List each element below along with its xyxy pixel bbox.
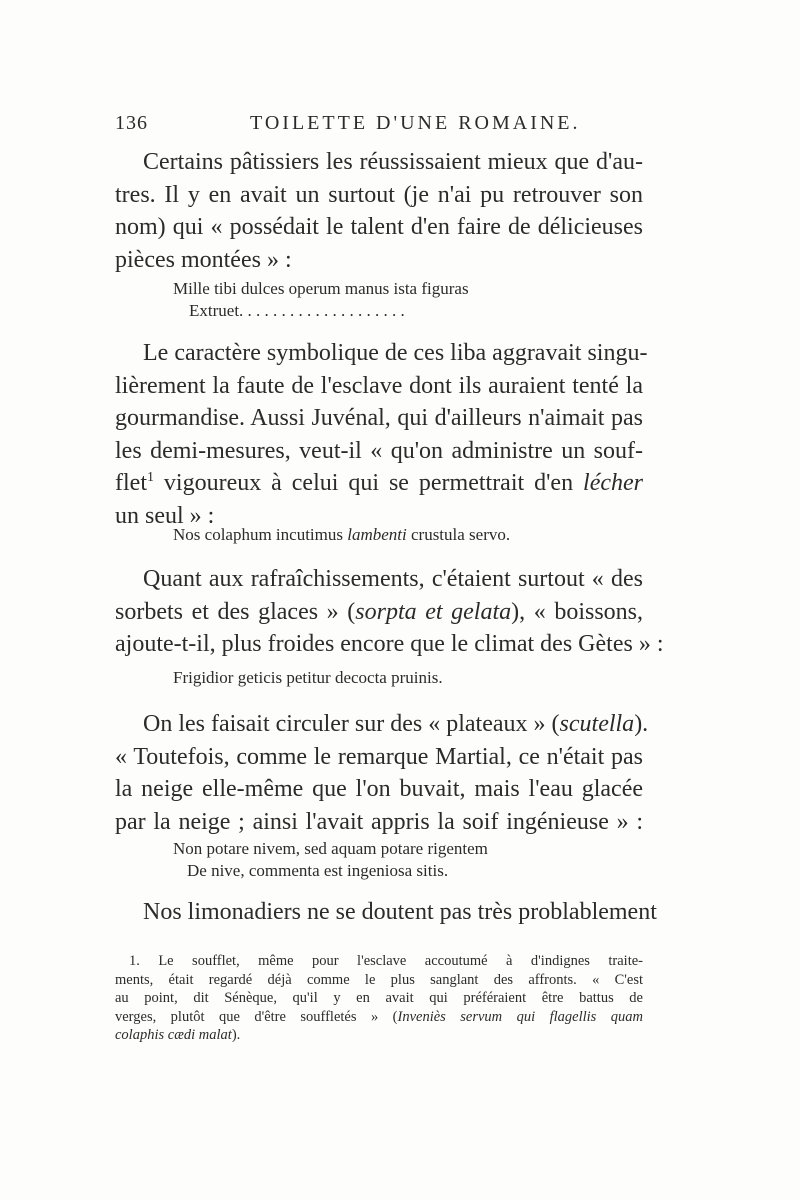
paragraph-caractere-symbolique <box>115 337 648 532</box>
italic-word: lécher <box>583 470 643 496</box>
text-line: Certains pâtissiers les réussissaient mieux que d'au- <box>143 149 643 175</box>
text-line: un seul » : <box>115 502 215 529</box>
text-line: tres. Il y en avait un surtout (je n'ai pu retrouver son <box>115 181 643 208</box>
text-line: « Toutefois, comme le remarque Martial, ce n'était pas <box>115 743 643 770</box>
page-header <box>115 112 645 142</box>
text-line: Le caractère symbolique de ces liba aggravait singu- <box>143 340 648 366</box>
text-line: Quant aux rafraîchissements, c'étaient surtout « des <box>143 566 643 592</box>
text-line: lièrement la faute de l'esclave dont ils auraient tenté la <box>115 372 643 399</box>
italic-phrase: Inveniès servum qui flagellis quam <box>397 1008 643 1025</box>
paragraph-plateaux <box>115 708 649 838</box>
text-line: par la neige ; ainsi l'avait appris la soif ingénieuse » : <box>115 808 643 835</box>
footnote-line <box>115 1008 643 1027</box>
text-line: nom) qui « possédait le talent d'en faire de délicieuses <box>115 214 643 240</box>
footnote-line: 1. Le soufflet, même pour l'esclave accoutumé à d'indignes traite- <box>129 953 643 969</box>
verse-quote-martial-2 <box>173 838 488 882</box>
text-line <box>115 467 643 500</box>
text-fragment: ), « boissons, <box>511 598 644 625</box>
text-fragment: vigoureux à celui qui se permettrait d'en <box>153 470 584 496</box>
paragraph-patissiers <box>115 146 643 276</box>
footnote-line <box>115 1026 643 1045</box>
italic-phrase: sorpta et gelata <box>355 598 512 625</box>
verse-quote-martial-1 <box>173 278 469 322</box>
text-line <box>115 596 643 629</box>
text-line: les demi-mesures, veut-il « qu'on administre un souf- <box>115 437 643 464</box>
verse-line <box>173 524 510 546</box>
verse-line: Mille tibi dulces operum manus ista figuras <box>173 279 469 298</box>
footnote-line: au point, dit Sénèque, qu'il y en avait qui préféraient être battus de <box>115 990 643 1006</box>
text-fragment: flet <box>115 470 147 496</box>
verse-quote-frigidior <box>173 667 443 689</box>
text-line <box>115 708 649 741</box>
text-line: Nos limonadiers ne se doutent pas très problablement <box>143 899 657 925</box>
italic-word: lambenti <box>347 525 407 544</box>
text-line: pièces montées » : <box>115 246 292 273</box>
italic-phrase: colaphis cædi malat <box>115 1027 232 1043</box>
page-number: 136 <box>115 112 148 134</box>
italic-word: scutella <box>559 711 635 737</box>
text-fragment: ). <box>231 1027 241 1043</box>
text-line: la neige elle-même que l'on buvait, mais l'eau glacée <box>115 776 643 802</box>
footnote-1 <box>115 952 643 1045</box>
text-fragment: Nos colaphum incutimus <box>173 525 348 544</box>
text-line: gourmandise. Aussi Juvénal, qui d'ailleurs n'aimait pas <box>115 405 643 431</box>
verse-line: Non potare nivem, sed aquam potare rigentem <box>173 839 488 858</box>
text-line: ajoute-t-il, plus froides encore que le climat des Gètes » : <box>115 631 664 657</box>
verse-line: De nive, commenta est ingeniosa sitis. <box>187 861 449 880</box>
text-fragment: verges, plutôt que d'être souffletés » ( <box>115 1008 398 1025</box>
footnote-line: ments, était regardé déjà comme le plus sanglant des affronts. « C'est <box>115 971 643 988</box>
footnote-reference: 1 <box>146 470 154 485</box>
paragraph-rafraichissements <box>115 563 664 661</box>
running-head: TOILETTE D'UNE ROMAINE. <box>250 112 581 134</box>
text-fragment: sorbets et des glaces » ( <box>115 598 356 625</box>
paragraph-limonadiers <box>115 896 657 929</box>
text-fragment: ). <box>634 711 649 737</box>
text-fragment: On les faisait circuler sur des « plateaux » ( <box>143 711 560 737</box>
verse-line: Extruet. . . . . . . . . . . . . . . . . . . . <box>189 301 405 320</box>
text-fragment: crustula servo. <box>406 525 511 544</box>
verse-quote-juvenal <box>173 524 510 546</box>
verse-line: Frigidior geticis petitur decocta pruinis. <box>173 668 443 687</box>
